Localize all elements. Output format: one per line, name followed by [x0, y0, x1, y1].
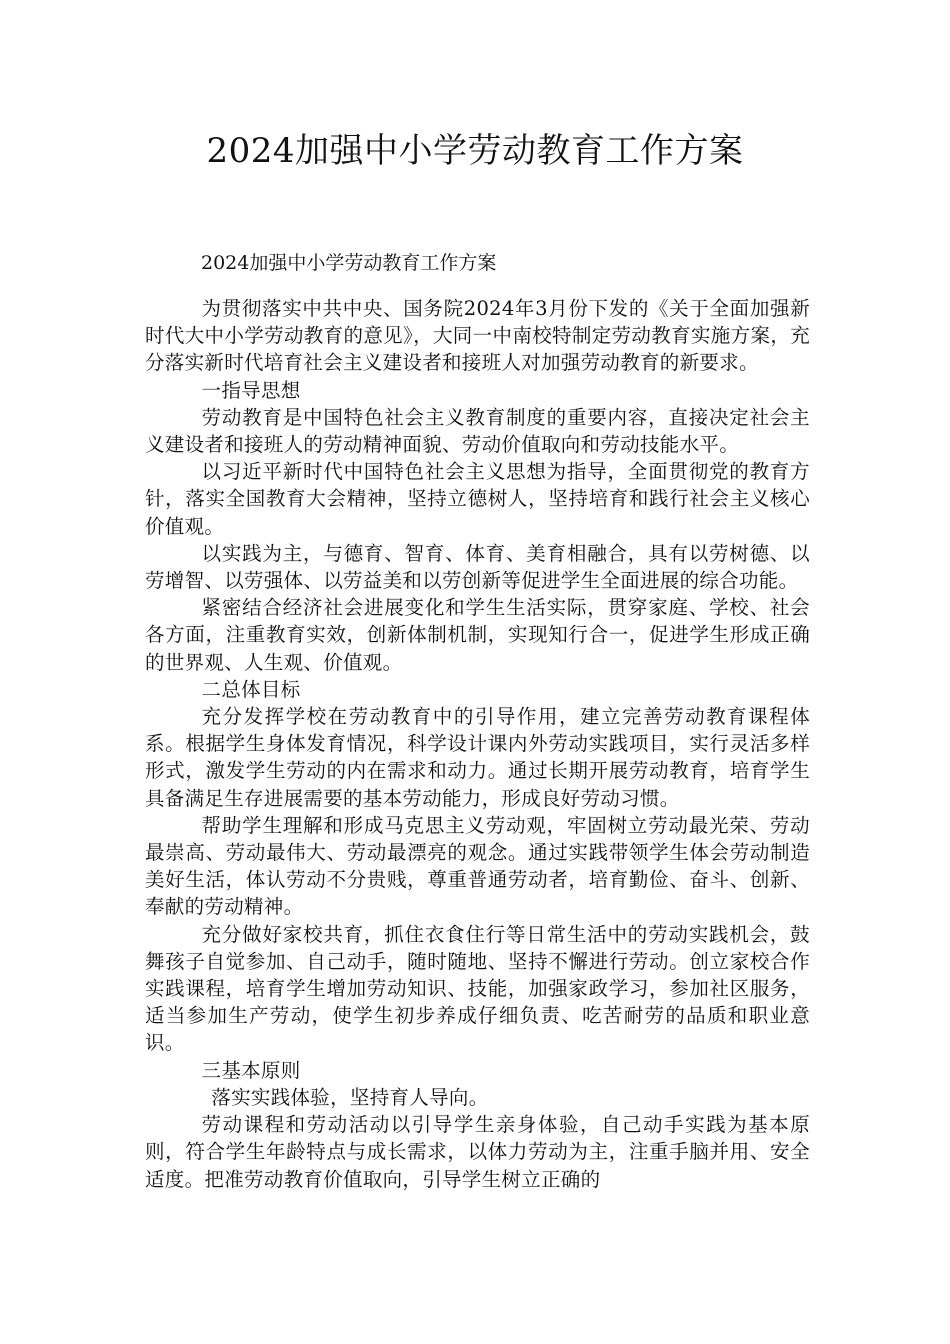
section-heading-overall-goals: 二总体目标: [201, 677, 301, 701]
document-title: 2024加强中小学劳动教育工作方案: [206, 131, 744, 171]
principle-heading: 落实实践体验，坚持育人导向。: [211, 1085, 489, 1109]
document-subtitle: 2024加强中小学劳动教育工作方案: [201, 252, 497, 274]
paragraph: 充分做好家校共育，抓住衣食住行等日常生活中的劳动实践机会，鼓舞孩子自觉参加、自己动手，随时随地、坚持不懈进行劳动。创立家校合作实践课程，培育学生增加劳动知识、技能，加强家政学习，参加社区服务，适当参加生产劳动，使学生初步养成仔细负责、吃苦耐劳的品质和职业意识。: [145, 922, 810, 1055]
paragraph: 充分发挥学校在劳动教育中的引导作用，建立完善劳动教育课程体系。根据学生身体发育情况，科学设计课内外劳动实践项目，实行灵活多样形式，激发学生劳动的内在需求和动力。通过长期开展劳动教育，培育学生具备满足生存进展需要的基本劳动能力，形成良好劳动习惯。: [145, 705, 810, 810]
paragraph-intro: 为贯彻落实中共中央、国务院2024年3月份下发的《关于全面加强新时代大中小学劳动教育的意见》，大同一中南校特制定劳动教育实施方案，充分落实新时代培育社会主义建设者和接班人对加强劳动教育的新要求。: [145, 297, 810, 375]
paragraph: 紧密结合经济社会进展变化和学生生活实际，贯穿家庭、学校、社会各方面，注重教育实效，创新体制机制，实现知行合一，促进学生形成正确的世界观、人生观、价值观。: [145, 596, 810, 674]
paragraph: 劳动教育是中国特色社会主义教育制度的重要内容，直接决定社会主义建设者和接班人的劳动精神面貌、劳动价值取向和劳动技能水平。: [145, 405, 810, 457]
document-body: [145, 295, 810, 1193]
paragraph: 帮助学生理解和形成马克思主义劳动观，牢固树立劳动最光荣、劳动最崇高、劳动最伟大、劳动最漂亮的观念。通过实践带领学生体会劳动制造美好生活，体认劳动不分贵贱，尊重普通劳动者，培育勤俭、奋斗、创新、奉献的劳动精神。: [145, 813, 810, 919]
section-heading-basic-principles: 三基本原则: [201, 1058, 301, 1082]
paragraph: 以实践为主，与德育、智育、体育、美育相融合，具有以劳树德、以劳增智、以劳强体、以劳益美和以劳创新等促进学生全面进展的综合功能。: [145, 541, 810, 593]
paragraph: 以习近平新时代中国特色社会主义思想为指导，全面贯彻党的教育方针，落实全国教育大会精神，坚持立德树人，坚持培育和践行社会主义核心价值观。: [145, 460, 810, 538]
paragraph: 劳动课程和劳动活动以引导学生亲身体验，自己动手实践为基本原则，符合学生年龄特点与成长需求，以体力劳动为主，注重手脑并用、安全适度。把准劳动教育价值取向，引导学生树立正确的: [145, 1113, 810, 1191]
section-heading-guiding-ideology: 一指导思想: [201, 378, 301, 402]
